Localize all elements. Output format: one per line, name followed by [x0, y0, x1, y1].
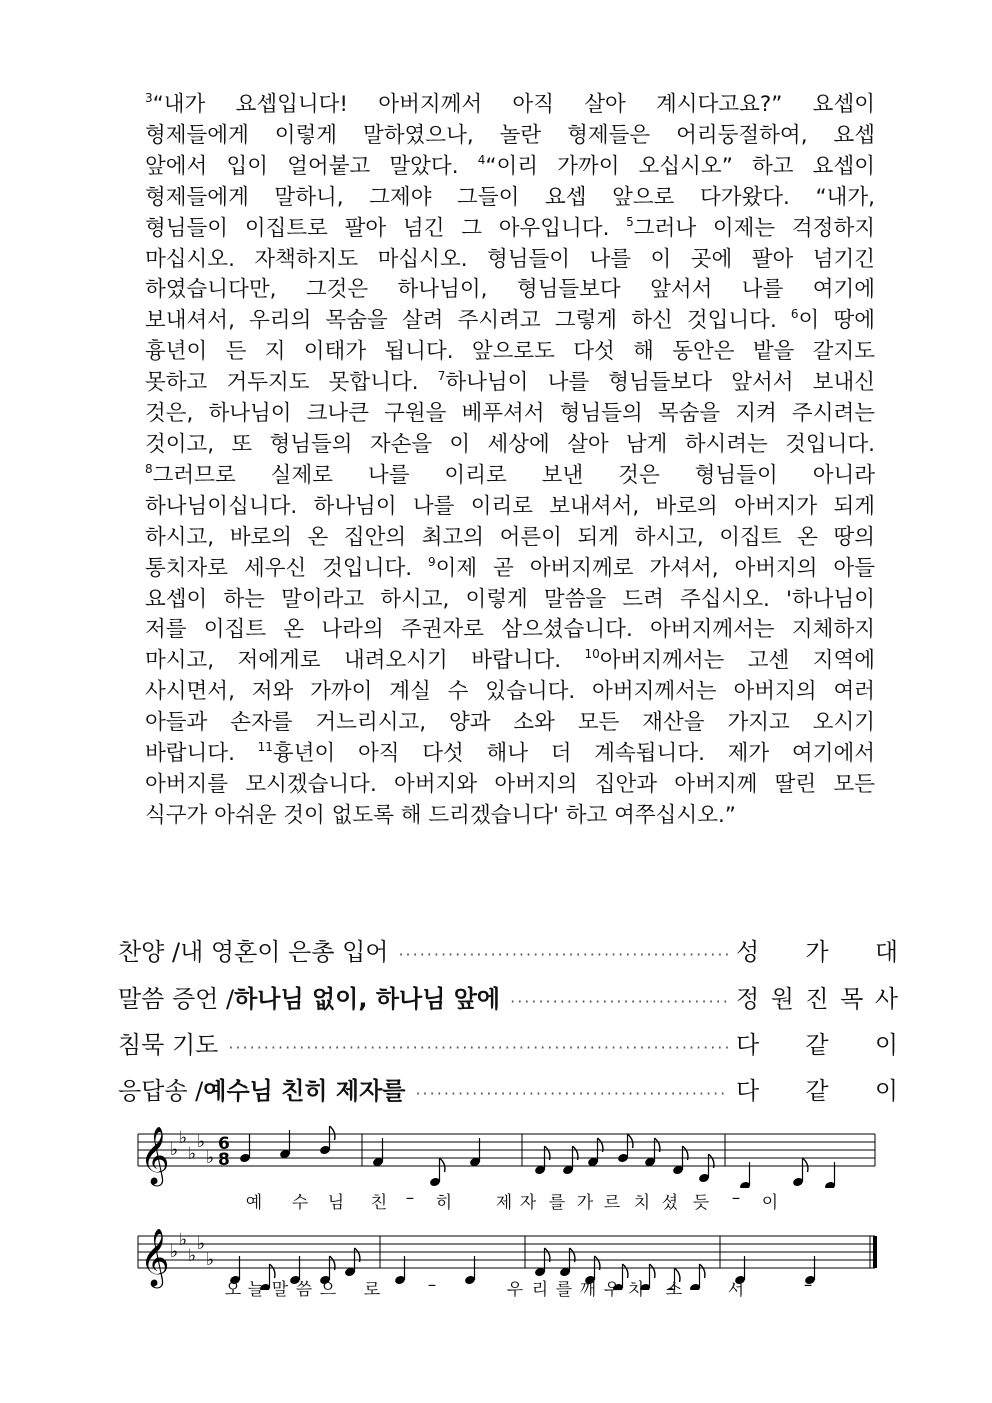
verse-text: 형제들에게 이렇게 말하였으나, 놀란 형제들은 어리둥절하여, 요셉 [145, 122, 875, 148]
lyric-syllable: 우 [603, 1280, 621, 1300]
verse-number: 10 [584, 647, 600, 662]
lyric-syllable: 예 [245, 1193, 263, 1213]
scripture-line [145, 214, 875, 245]
lyric-syllable: 자 [519, 1193, 537, 1213]
order-item-response-song [118, 1071, 898, 1105]
verse-text: 저를 이집트 온 나라의 주권자로 삼으셨습니다. 아버지께서는 지체하지 [145, 617, 875, 643]
lyric-syllable: 르 [603, 1193, 621, 1213]
lyric-syllable: 제 [495, 1193, 513, 1213]
lyric-syllable: 를 [548, 1193, 566, 1213]
scripture-line [145, 615, 875, 646]
lyric-syllable: 치 [633, 1193, 651, 1213]
lyric-syllable: – [405, 1188, 415, 1208]
verse-text: 요셉이 하는 말이라고 하시고, 이렇게 말씀을 드려 주십시오. '하나님이 [145, 586, 875, 612]
verse-text: 하나님이 나를 형님들보다 앞서서 보내신 [445, 370, 875, 396]
verse-number: 4 [477, 152, 486, 167]
scripture-line [145, 275, 875, 306]
scripture-line [145, 677, 875, 708]
scripture-line [145, 739, 875, 770]
order-performer: 정 원 진 목 사 [736, 985, 898, 1013]
scripture-line [145, 152, 875, 183]
verse-text: 것이고, 또 형님들의 자손을 이 세상에 살아 남게 하시려는 것입니다. [145, 431, 875, 457]
verse-text: 마십시오. 자책하지도 마십시오. 형님들이 나를 이 곳에 팔아 넘기긴 [145, 246, 875, 272]
verse-text: 이 땅에 [798, 308, 875, 334]
scripture-line [145, 585, 875, 616]
scripture-line [145, 461, 875, 492]
order-performer: 다 같 이 [736, 1077, 898, 1105]
scripture-line [145, 368, 875, 399]
verse-text: 것은, 하나님이 크나큰 구원을 베푸셔서 형님들의 목숨을 지켜 주시려는 [145, 401, 875, 427]
verse-text: 그러므로 실제로 나를 이리로 보낸 것은 형님들이 아니라 [152, 462, 875, 488]
scripture-line [145, 646, 875, 677]
treble-clef-icon: 𝄞 [140, 1228, 170, 1286]
verse-number: 9 [427, 554, 436, 569]
verse-text: 형님들이 이집트로 팔아 넘긴 그 아우입니다. [145, 215, 627, 241]
lyric-syllable: 치 [627, 1280, 645, 1300]
scripture-line [145, 801, 875, 832]
order-item-silent-prayer [118, 1025, 898, 1059]
verse-number: 7 [437, 369, 446, 384]
verse-text: 하였습니다만, 그것은 하나님이, 형님들보다 앞서서 나를 여기에 [145, 277, 875, 303]
lyric-syllable: 가 [576, 1193, 594, 1213]
verse-text: 하시고, 바로의 온 집안의 최고의 어른이 되게 하시고, 이집트 온 땅의 [145, 524, 875, 550]
lyric-syllable: 씀 [295, 1280, 313, 1300]
flat-icon: ♭ [206, 1250, 215, 1270]
scripture-line [145, 121, 875, 152]
verse-text: 앞에서 입이 얼어붙고 말았다. [145, 153, 478, 179]
verse-text: “이리 가까이 오십시오” 하고 요셉이 [485, 153, 875, 179]
verse-text: “내가 요셉입니다! 아버지께서 아직 살아 계시다고요?” 요셉이 [152, 92, 875, 117]
leader-dots [398, 945, 728, 964]
lyric-syllable: 히 [435, 1193, 453, 1213]
scripture-line [145, 523, 875, 554]
verse-number: 5 [626, 214, 634, 229]
order-performer: 다 같 이 [736, 1031, 898, 1059]
lyric-syllable: 듯 [692, 1193, 710, 1213]
lyric-syllable: 수 [291, 1193, 309, 1213]
time-signature-top: 6 [218, 1134, 230, 1154]
lyric-syllable: 님 [327, 1193, 345, 1213]
scripture-line [145, 90, 875, 121]
flat-icon: ♭ [197, 1132, 206, 1152]
verse-number: 3 [145, 91, 153, 105]
scripture-passage [145, 90, 875, 832]
scripture-line [145, 245, 875, 276]
verse-text: 흉년이 아직 다섯 해나 더 계속됩니다. 제가 여기에서 [272, 741, 875, 767]
order-title: 하나님 없이, 하나님 앞에 [234, 985, 501, 1013]
order-performer: 성 가 대 [736, 938, 898, 966]
order-prefix: 침묵 기도 [118, 1031, 219, 1059]
flat-icon: ♭ [197, 1234, 206, 1254]
lyric-syllable: – [803, 1275, 813, 1295]
scripture-line [145, 306, 875, 337]
flat-icon: ♭ [188, 1246, 197, 1266]
scripture-line [145, 183, 875, 214]
flat-icon: ♭ [188, 1144, 197, 1164]
order-prefix: 말씀 증언 / [118, 985, 235, 1013]
lyric-syllable: – [731, 1188, 741, 1208]
order-item-sermon [118, 979, 898, 1013]
scripture-line [145, 708, 875, 739]
leader-dots [510, 992, 728, 1011]
leader-dots [228, 1038, 728, 1057]
treble-clef-icon: 𝄞 [140, 1126, 170, 1184]
lyric-syllable: 리 [531, 1280, 549, 1300]
verse-number: 8 [145, 461, 153, 476]
verse-text: 식구가 아쉬운 것이 없도록 해 드리겠습니다' 하고 여쭈십시오.” [145, 802, 736, 828]
flat-icon: ♭ [179, 1128, 188, 1148]
staff-1 [130, 1118, 890, 1188]
verse-text: 이제 곧 아버지께로 가셔서, 아버지의 아들 [435, 555, 875, 581]
order-item-hymn [118, 932, 898, 966]
lyric-syllable: 소 [665, 1280, 683, 1300]
verse-text: 바랍니다. [145, 741, 258, 767]
scripture-line [145, 430, 875, 461]
verse-text: 아버지를 모시겠습니다. 아버지와 아버지의 집안과 아버지께 딸린 모든 [145, 771, 875, 797]
scripture-line [145, 399, 875, 430]
verse-text: 그러나 이제는 걱정하지 [633, 215, 875, 241]
scripture-line [145, 337, 875, 368]
sheet-music-staff-1 [130, 1118, 890, 1188]
verse-text: 흉년이 든 지 이태가 됩니다. 앞으로도 다섯 해 동안은 밭을 갈지도 [145, 339, 875, 365]
lyric-syllable: 말 [271, 1280, 289, 1300]
scripture-line [145, 770, 875, 801]
verse-text: 하나님이십니다. 하나님이 나를 이리로 보내셔서, 바로의 아버지가 되게 [145, 493, 875, 519]
lyric-syllable: 깨 [579, 1280, 597, 1300]
lyric-syllable: 를 [555, 1280, 573, 1300]
order-prefix: 찬양 / [118, 938, 181, 966]
flat-icon: ♭ [206, 1148, 215, 1168]
verse-text: 마시고, 저에게로 내려오시기 바랍니다. [145, 648, 585, 674]
lyric-syllable: – [427, 1275, 437, 1295]
verse-text: 사시면서, 저와 가까이 계실 수 있습니다. 아버지께서는 아버지의 여러 [145, 679, 875, 705]
verse-text: 형제들에게 말하니, 그제야 그들이 요셉 앞으로 다가왔다. “내가, [145, 184, 875, 210]
flat-icon: ♭ [170, 1242, 179, 1262]
verse-text: 아들과 손자를 거느리시고, 양과 소와 모든 재산을 가지고 오시기 [145, 710, 875, 736]
scripture-line [145, 554, 875, 585]
flat-icon: ♭ [179, 1230, 188, 1250]
order-title: 내 영혼이 은총 입어 [180, 938, 389, 966]
time-signature-bottom: 8 [218, 1150, 230, 1170]
verse-text: 보내셔서, 우리의 목숨을 살려 주시려고 그렇게 하신 것입니다. [145, 308, 791, 334]
lyric-syllable: 로 [363, 1280, 381, 1300]
lyric-syllable: 친 [370, 1193, 388, 1213]
verse-number: 6 [790, 307, 799, 322]
order-title: 예수님 친히 제자를 [203, 1077, 406, 1105]
lyric-syllable: 우 [506, 1280, 524, 1300]
verse-text: 통치자로 세우신 것입니다. [145, 555, 428, 581]
lyric-syllable: 서 [727, 1280, 745, 1300]
lyric-syllable: 셨 [661, 1193, 679, 1213]
lyric-syllable: 이 [761, 1193, 779, 1213]
lyric-syllable: 오 [224, 1280, 242, 1300]
lyric-syllable: 으 [319, 1280, 337, 1300]
lyrics-line-2 [0, 1275, 992, 1299]
flat-icon: ♭ [170, 1140, 179, 1160]
leader-dots [415, 1084, 728, 1103]
lyrics-line-1 [0, 1188, 992, 1212]
verse-text: 아버지께서는 고센 지역에 [599, 648, 875, 674]
order-prefix: 응답송 / [118, 1077, 204, 1105]
verse-number: 11 [257, 740, 273, 755]
scripture-line [145, 492, 875, 523]
lyric-syllable: 늘 [247, 1280, 265, 1300]
verse-text: 못하고 거두지도 못합니다. [145, 370, 438, 396]
